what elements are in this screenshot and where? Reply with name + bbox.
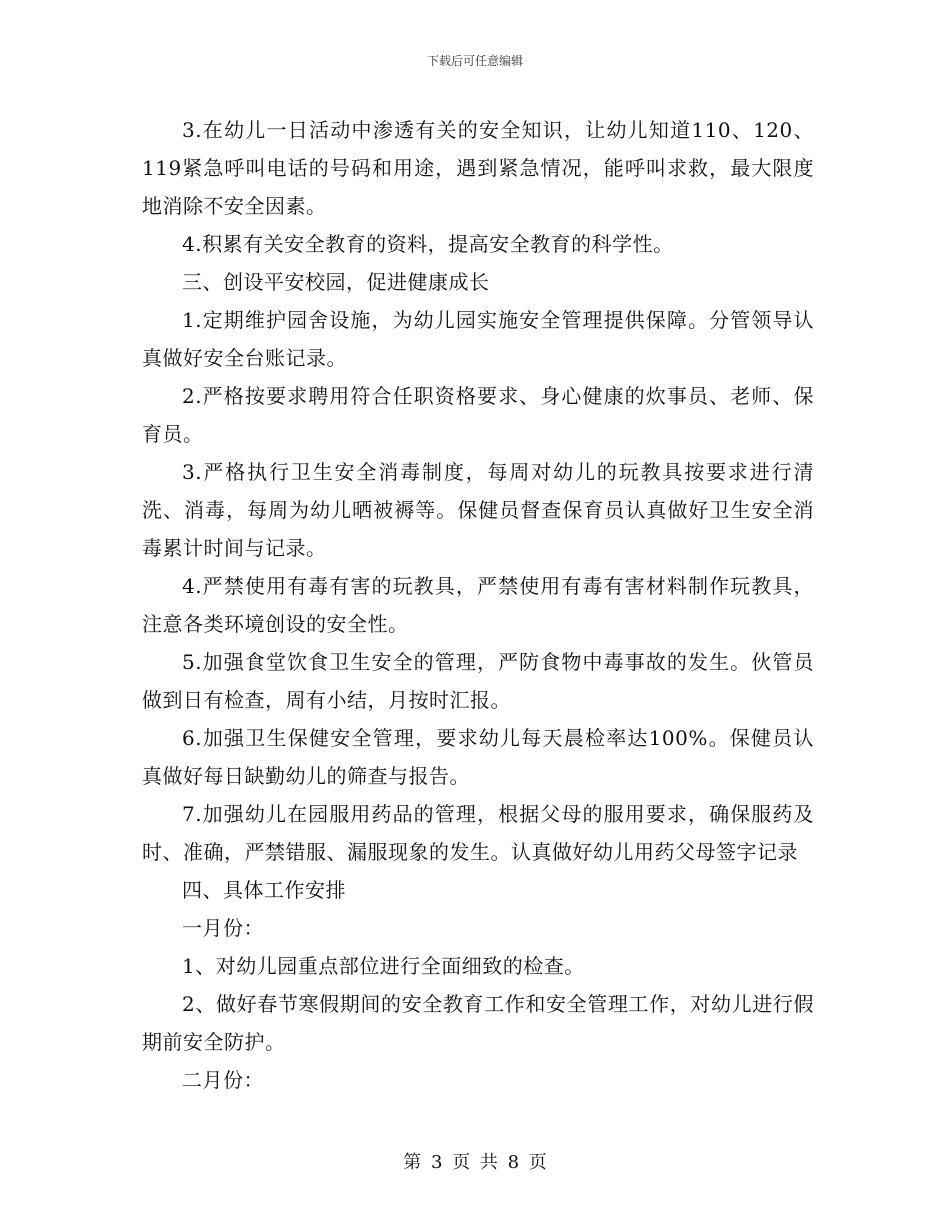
month-february-heading: 二月份：	[182, 1068, 264, 1092]
paragraph-7-medication: 7.加强幼儿在园服用药品的管理，根据父母的服用要求，确保服药及时、准确，严禁错服、漏服现象的发生。认真做好幼儿用药父母签字记录	[142, 802, 814, 864]
section-heading-3: 三、创设平安校园，促进健康成长	[182, 270, 490, 294]
paragraph-6-health-care: 6.加强卫生保健安全管理，要求幼儿每天晨检率达100%。保健员认真做好每日缺勤幼儿的筛查与报告。	[142, 726, 814, 788]
month-january-heading: 一月份：	[182, 916, 264, 940]
paragraph-3-disinfection: 3.严格执行卫生安全消毒制度，每周对幼儿的玩教具按要求进行清洗、消毒，每周为幼儿晒被褥等。保健员督查保育员认真做好卫生安全消毒累计时间与记录。	[142, 460, 814, 560]
section-heading-4: 四、具体工作安排	[182, 878, 346, 902]
page-header: 下载后可任意编辑	[426, 54, 523, 68]
january-item-1: 1、对幼儿园重点部位进行全面细致的检查。	[182, 954, 585, 978]
paragraph-2-staff-hiring: 2.严格按要求聘用符合任职资格要求、身心健康的炊事员、老师、保育员。	[142, 384, 814, 446]
paragraph-4-safety-materials: 4.积累有关安全教育的资料，提高安全教育的科学性。	[182, 232, 674, 256]
january-item-2: 2、做好春节寒假期间的安全教育工作和安全管理工作，对幼儿进行假期前安全防护。	[142, 992, 814, 1054]
paragraph-1-facility-maintenance: 1.定期维护园舍设施，为幼儿园实施安全管理提供保障。分管领导认真做好安全台账记录。	[142, 308, 814, 370]
paragraph-3-safety-knowledge: 3.在幼儿一日活动中渗透有关的安全知识，让幼儿知道110、120、119紧急呼叫电话的号码和用途，遇到紧急情况，能呼叫求救，最大限度地消除不安全因素。	[142, 118, 814, 218]
paragraph-5-food-safety: 5.加强食堂饮食卫生安全的管理，严防食物中毒事故的发生。伙管员做到日有检查，周有小结，月按时汇报。	[142, 650, 814, 712]
document-body	[142, 111, 814, 1099]
paragraph-4-toy-safety: 4.严禁使用有毒有害的玩教具，严禁使用有毒有害材料制作玩教具，注意各类环境创设的安全性。	[142, 574, 814, 636]
page-number-footer: 第 3 页 共 8 页	[403, 1152, 547, 1173]
